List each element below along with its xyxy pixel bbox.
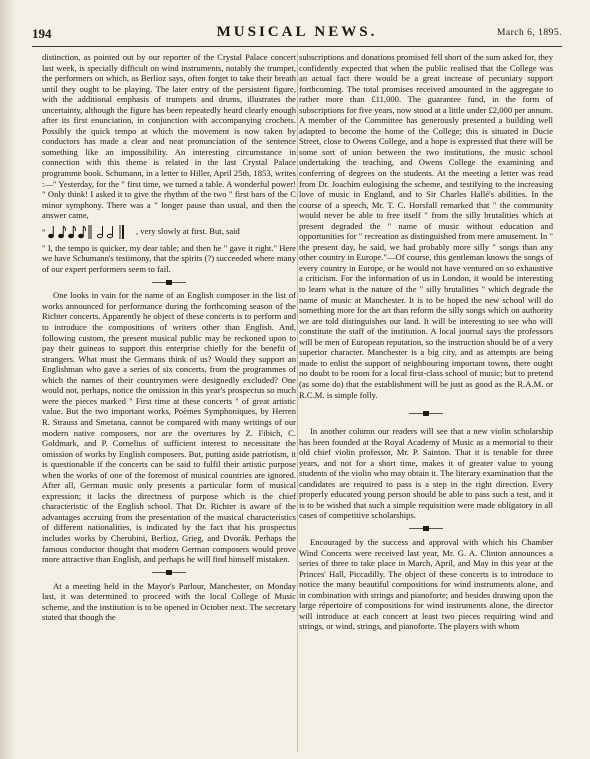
column-divider (297, 52, 298, 752)
section-separator (299, 521, 553, 537)
page-number: 194 (32, 26, 52, 41)
issue-date: March 6, 1895. (496, 28, 562, 38)
article-paragraph: In another column our readers will see that a new violin scholarship has been founded at the Royal Academy of Music as a memorial to their old chief violin professor, Mr. P. Sainton. That it is tenable for three years, and not for a short time, makes it of greater value to young students of the violin who may obtain it. The literary examination that the candidates are required to pass is a step in the right direction. Every properly educated young person should be able to pass such a test, and it is to be wished that such a simple requisition were made obligatory in all cases of competitive scholarships. (299, 426, 553, 521)
music-trailing-text: , very slowly at first. But, said (136, 226, 240, 237)
section-separator (42, 565, 296, 581)
left-column (42, 52, 296, 623)
right-column (299, 52, 553, 632)
section-separator (299, 400, 553, 426)
header-rule (32, 46, 562, 47)
article-paragraph: subscriptions and donations promised fell short of the sum asked for, they confidently expected that when the public realised that the College was an actual fact there would be a great increase of pecuniary support forthcoming. The total promises received amounted in the aggregate to rather more than £11,000. The guarantee fund, in the form of subscriptions for five years, now stood at a little under £2,000 per annum. A member of the Committee has generously presented a building well adapted to become the home of the College; this is situated in Ducie Street, close to Owens College, and a hope is expressed that there will be some sort of union between the two institutions, the music school undertaking the teaching, and Owens College the examining and conferring of degrees on the students. At the meeting a letter was read from Dr. Joachim eulogising the scheme, and testifying to the increasing love of music in England, and to Sir Charles Hallé's abilities. In the course of a speech, Mr. T. C. Horsfall remarked that " the community would never be able to free itself " from the silly brutalities which at present degraded the " name of music without education and opportunities for " recreation as distinguished from mere amusement. In " the present day, he said, we had probably more silly " songs than any other country in Europe."—Of course, this gentleman knows the songs of every country in Europe, or he would not have ventured on so exhaustive a criticism. For the information of us in London, it would be interesting to learn what is the nature of the " silly brutalities " which degrade the name of music at Manchester. It is to be hoped the new school will do something more for the art than reform the silly songs which on authority we are told distinguishes our land. It will be interesting to see who will constitute the staff of the institution. A local journal says the professors will be men of European reputation, so the instruction should be of a very superior character. Manchester is a big city, and as attempts are being made to enlist the support of neighbouring important towns, there ought no doubt to be room for a local first-class school of music; but to pretend (as some do) that the establishment will be just as good as the R.A.M. or R.C.M. is simple folly. (299, 52, 553, 400)
svg-text:": " (42, 227, 46, 238)
article-paragraph: distinction, as pointed out by our reporter of the Crystal Palace concert last week, is specially difficult on wind instruments, notably the trumpet, the performers on which, as Berlioz says, often forget to take their breath until they ought to be playing. The later entry of the persistent figure, with the additional emphasis of trumpets and drums, illustrates the uncertainty, although the figure has been repeatedly heard clearly enough after its first enunciation, in conjunction with accompanying crochets. Possibly the quick tempo at which the movement is now taken by conductors has made a clear and neat pronunciation of the sentence something like an impossibility. An interesting circumstance in connection with this theme is related in the last Crystal Palace programme book. Schumann, in a letter to Hiller, April 25th, 1853, writes :—" Yesterday, for the " first time, we turned a table. A wonderful power! " Only think! I asked it to give the rhythm of the two " first bars of the C minor symphony. There was a " longer pause than usual, and then the answer came, (42, 52, 296, 221)
music-notes-icon (42, 223, 130, 241)
article-paragraph: One looks in vain for the name of an English composer in the list of works announced for performance during the forthcoming season of the Richter concerts. Apparently he object of these concerts is to perform and to introduce the compositions of writers other than English. And, following custom, the present musical public may be reckoned upon to pay their guineas to support this enterprise chiefly for the benefit of strangers. What must the Germans think of us? Would they support an Englishman who gave a series of six concerts, from the programmes of which the names of their countrymen were designedly excluded? One would not, perhaps, notice the omission in this year's prospectus so much were the pieces marked " First time at these concerts " of great artistic value. But the two important works, Poèmes Symphoniques, by Herren R. Strauss and Smetana, cannot be compared with many writings of our modern native composers, nor are the overtures by Z. Fibich, C. Goldmark, and P. Cornelius of sufficient interest to necessitate the omission of works by English composers. But, putting aside patriotism, it is questionable if the concerts can be said to fulfil their artistic purpose when the works of one of the foremost of musical countries are ignored. After all, German music only presents a particular form of musical expression; it lacks the directness of purpose which is the chief characteristic of the English school. That Dr. Richter is aware of the advantages accruing from the presentation of the musical characteristics of different nationalities, is indicated by the fact that his prospectus includes works by Cherubini, Berlioz, Grieg, and Dvorák. Perhaps the famous conductor thought that modern German composers would prove more attractive than English, and perhaps he will find himself mistaken. (42, 290, 296, 565)
article-paragraph: Encouraged by the success and approval with which his Chamber Wind Concerts were received last year, Mr. G. A. Clinton announces a series of three to take place in March, April, and May in this year at the Princes' Hall, Piccadilly. The object of these concerts is to introduce to notice the many beautiful compositions for wind instruments alone, and in combination with strings and pianoforte; and besides drawing upon the large répertoire of compositions for wind instruments alone, the director will introduce at each concert at least two pieces requiring wind and strings, or wind, strings, and pianoforte. The players with whom (299, 536, 553, 632)
publication-title: MUSICAL NEWS. (216, 24, 378, 40)
article-paragraph: At a meeting held in the Mayor's Parlour, Manchester, on Monday last, it was determined to proceed with the local College of Music scheme, and the institution is to be opened in October next. The secretary stated that though the (42, 580, 296, 623)
page-binding-edge (0, 0, 14, 759)
page-header (32, 22, 562, 44)
rhythm-notation (42, 223, 296, 241)
section-separator (42, 274, 296, 290)
article-paragraph: " I, the tempo is quicker, my dear table; and then he " gave it right." Here we have Schumann's testimony, that the spirits (?) succeeded where many of our expert performers seem to fail. (42, 242, 296, 274)
